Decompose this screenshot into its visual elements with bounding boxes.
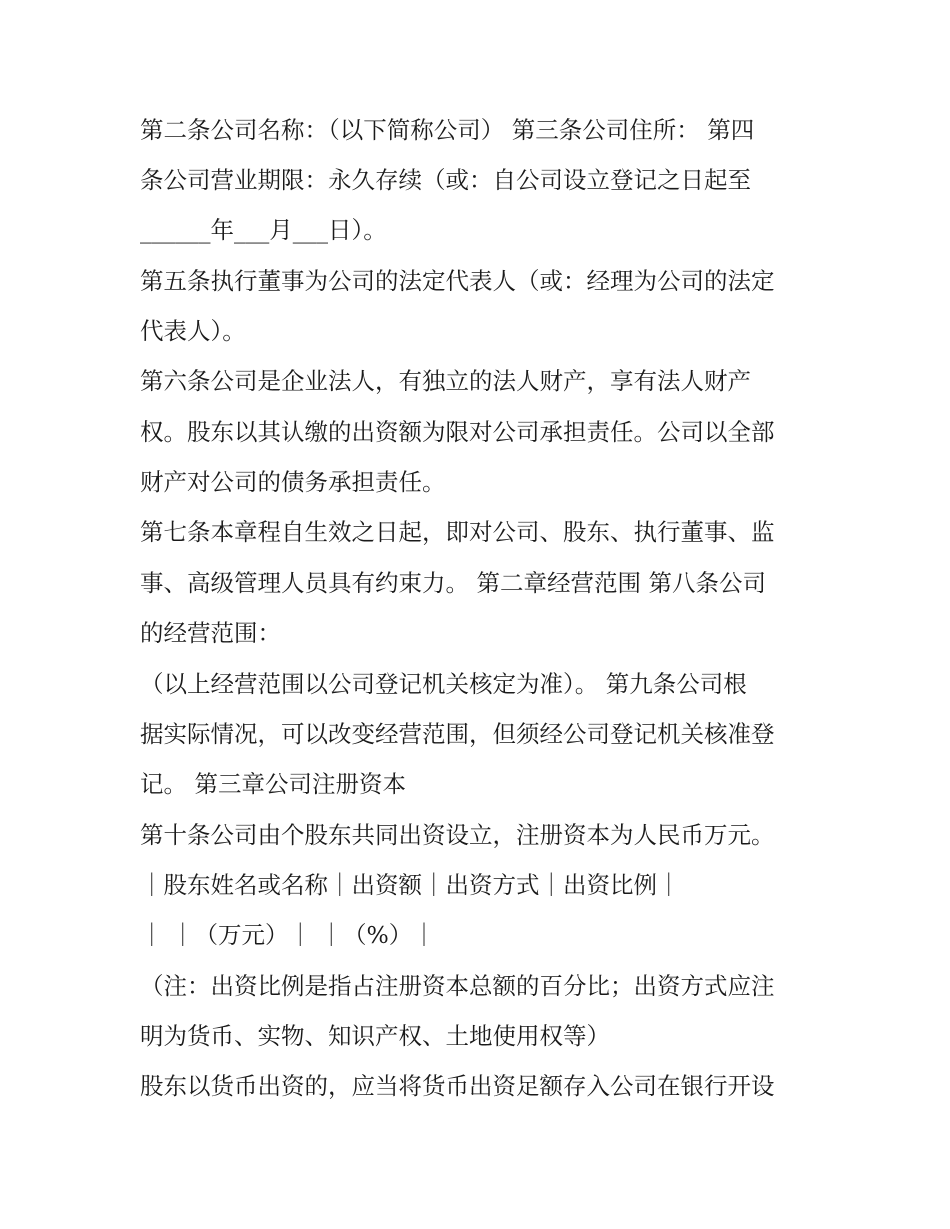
- text-line: 第十条公司由个股东共同出资设立，注册资本为人民币万元。: [140, 821, 775, 849]
- text-line: 明为货币、实物、知识产权、土地使用权等）: [140, 1022, 610, 1050]
- text-line: 代表人）。: [140, 317, 246, 345]
- text-line: 事、高级管理人员具有约束力。 第二章经营范围 第八条公司: [140, 569, 766, 597]
- text-line: 财产对公司的债务承担责任。: [140, 468, 446, 496]
- text-line: 第六条公司是企业法人，有独立的法人财产，享有法人财产: [140, 367, 751, 395]
- table-row-units: ｜ ｜（万元）｜ ｜（%）｜: [140, 921, 436, 949]
- text-line: 权。股东以其认缴的出资额为限对公司承担责任。公司以全部: [140, 418, 775, 446]
- text-line: 第五条执行董事为公司的法定代表人（或：经理为公司的法定: [140, 267, 775, 295]
- table-row-header: ｜股东姓名或名称｜出资额｜出资方式｜出资比例｜: [140, 871, 681, 899]
- text-line: 条公司营业期限：永久存续（或：自公司设立登记之日起至: [140, 166, 751, 194]
- text-line: 第二条公司名称：（以下简称公司） 第三条公司住所： 第四: [140, 116, 755, 144]
- text-line: 记。 第三章公司注册资本: [140, 770, 406, 798]
- text-line: （注：出资比例是指占注册资本总额的百分比；出资方式应注: [140, 972, 775, 1000]
- text-line: 第七条本章程自生效之日起，即对公司、股东、执行董事、监: [140, 518, 775, 546]
- text-line: 据实际情况，可以改变经营范围，但须经公司登记机关核准登: [140, 720, 775, 748]
- text-line: ______年___月___日）。: [140, 216, 387, 244]
- text-line: 的经营范围：: [140, 619, 281, 647]
- text-line: （以上经营范围以公司登记机关核定为准）。 第九条公司根: [140, 670, 747, 698]
- text-line: 股东以货币出资的，应当将货币出资足额存入公司在银行开设: [140, 1072, 775, 1100]
